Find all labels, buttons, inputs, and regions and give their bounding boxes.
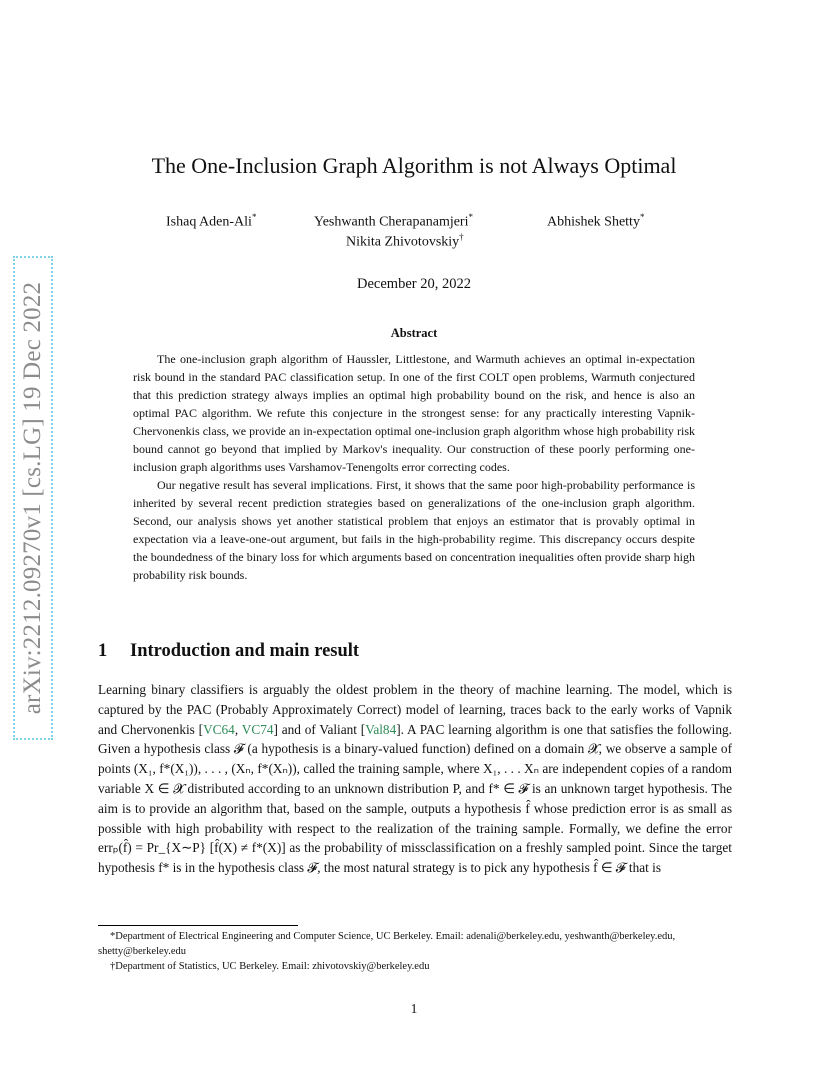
abstract-paragraph-1: The one-inclusion graph algorithm of Haussler, Littlestone, and Warmuth achieves an optimal in-expectation risk bound in the standard PAC classification setup. In one of the first COLT open problems, Warmuth conjectured that this prediction strategy always implies an optimal high probability bound on the risk, and hence is also an optimal PAC algorithm. We refute this conjecture in the strongest sense: for any practically interesting Vapnik-Chervonenkis class, we provide an in-expectation optimal one-inclusion graph algorithm whose high probability risk bound cannot go beyond that implied by Markov's inequality. Our construction of these poorly performing one-inclusion graph algorithms uses Varshamov-Tenengolts error correcting codes. <box>133 352 695 474</box>
abstract-paragraph-2: Our negative result has several implications. First, it shows that the same poor high-probability performance is inherited by several recent prediction strategies based on generalizations of the one-inclusion graph algorithm. Second, our analysis shows yet another statistical problem that enjoys an estimator that is provably optimal in expectation via a leave-one-out argument, but fails in the high-probability regime. This discrepancy occurs despite the boundedness of the binary loss for which arguments based on concentration inequalities often provide sharp high probability risk bounds. <box>133 478 695 582</box>
paper-date: December 20, 2022 <box>357 276 471 292</box>
author-name: Abhishek Shetty <box>547 214 640 230</box>
citation-link[interactable]: VC64 <box>203 721 235 737</box>
author-mark: * <box>639 212 645 222</box>
arxiv-stamp-text: arXiv:2212.09270v1 [cs.LG] 19 Dec 2022 <box>19 281 46 715</box>
section-heading <box>98 641 359 662</box>
abstract-heading: Abstract <box>390 326 438 340</box>
section-number: 1 <box>98 641 108 661</box>
intro-paragraph <box>98 680 732 878</box>
intro-text-3: ] and of Valiant [ <box>273 721 366 737</box>
author-mark: † <box>459 232 464 242</box>
author-4 <box>346 232 464 251</box>
citation-link[interactable]: Val84 <box>365 721 397 737</box>
author-name: Nikita Zhivotovskiy <box>346 234 460 250</box>
intro-text-4: ]. A PAC learning algorithm is one that satisfies the following. Given a hypothesis class 𝓕 (a hypothesis is a binary-valued function) defined on a domain 𝓧, we observe a sample of points (X₁, f*(X₁)), . . . , (Xₙ, f*(Xₙ)), called the training sample, where X₁, . . . Xₙ are independent copies of a random variable X ∈ 𝓧 distributed according to an unknown distribution P, and f* ∈ 𝓕 is an unknown target hypothesis. The aim is to provide an algorithm that, based on the sample, outputs a hypothesis f̂ whose prediction error is as small as possible with high probability with respect to the realization of the training sample. Formally, we define the error errₚ(f̂) = Pr_{X∼P} [f̂(X) ≠ f*(X)] as the probability of missclassification on a freshly sampled point. Since the target hypothesis f* is in the hypothesis class 𝓕, the most natural strategy is to pick any hypothesis f̂ ∈ 𝓕 that is <box>98 721 732 876</box>
citation-link[interactable]: VC74 <box>241 721 274 737</box>
author-name: Ishaq Aden-Ali <box>166 214 252 230</box>
intro-text-2: , <box>234 721 242 737</box>
author-name: Yeshwanth Cherapanamjeri <box>314 214 469 230</box>
footnote-1: *Department of Electrical Engineering and Computer Science, UC Berkeley. Email: adenali@berkeley.edu, yeshwanth@berkeley.edu, shetty@berkeley.edu <box>98 931 676 957</box>
abstract-body <box>133 350 695 584</box>
author-mark: * <box>468 212 473 222</box>
footnotes <box>98 929 732 974</box>
paper-title: The One-Inclusion Graph Algorithm is not Always Optimal <box>151 153 677 178</box>
author-1 <box>166 212 256 231</box>
section-title: Introduction and main result <box>130 641 360 661</box>
author-2 <box>314 212 473 231</box>
intro-text-1: Learning binary classifiers is arguably the oldest problem in the theory of machine learning. The model, which is captured by the PAC (Probably Approximately Correct) model of learning, traces back to the early works of Vapnik and Chervonenkis [ <box>98 682 732 737</box>
page-number: 1 <box>410 1001 418 1016</box>
author-3 <box>547 212 644 231</box>
footnote-2: †Department of Statistics, UC Berkeley. Email: zhivotovskiy@berkeley.edu <box>110 961 430 972</box>
footnote-rule <box>98 925 298 926</box>
author-mark: * <box>251 212 257 222</box>
